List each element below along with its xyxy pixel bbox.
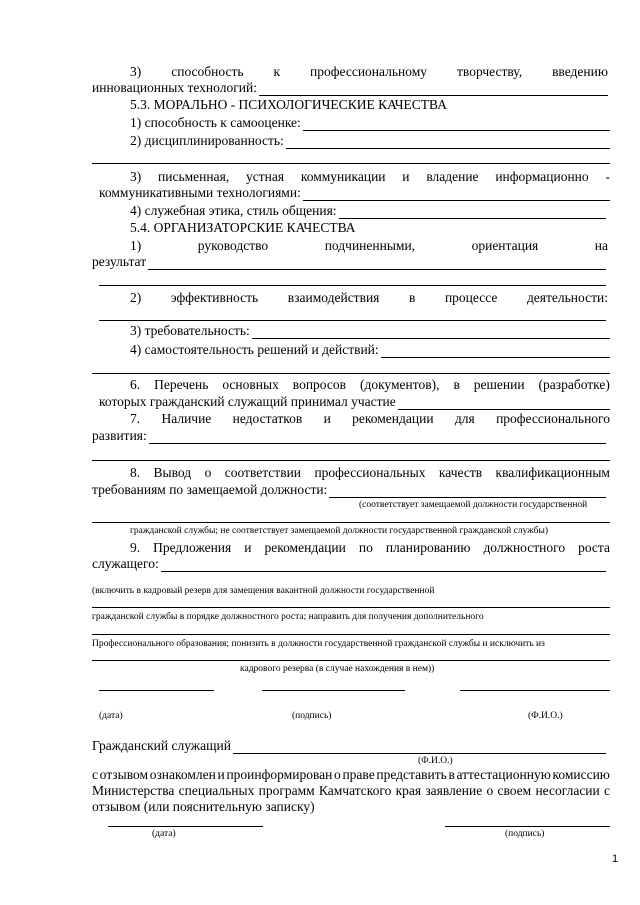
- word: рекомендации: [352, 411, 434, 426]
- word: (документов),: [359, 377, 440, 392]
- word: по: [358, 540, 373, 555]
- answer-line: [398, 397, 610, 410]
- word: проинформирован: [226, 767, 333, 782]
- blank-rule: [92, 634, 610, 635]
- word: Наличие: [161, 411, 212, 426]
- word: соответствии: [224, 465, 302, 480]
- acknowledgement-line-2: [92, 783, 610, 799]
- page-number: 1: [612, 853, 619, 865]
- answer-line: [303, 118, 610, 131]
- item-9-note-3: Профессионального образования; понизить в должности государственной гражданской службы и исключить из: [92, 639, 545, 649]
- footer-date-caption: (дата): [152, 829, 176, 839]
- blank-rule: [99, 285, 606, 286]
- q3-creativity-line: [130, 64, 608, 80]
- word: 3): [130, 169, 142, 184]
- word: комиссию: [552, 767, 610, 782]
- leadership-line: [130, 238, 608, 254]
- word: аттестационную: [456, 767, 551, 782]
- word: недостатков: [232, 411, 303, 426]
- word: Предложения: [153, 540, 232, 555]
- word: 7.: [130, 411, 141, 426]
- word: о: [334, 767, 341, 782]
- word: (разработке): [538, 377, 610, 392]
- word: 1): [130, 238, 142, 253]
- answer-line: [329, 485, 606, 498]
- word: руководство: [197, 238, 269, 253]
- q3-innovation-field: [92, 80, 608, 96]
- ethics-field: 4) служебная этика, стиль общения:: [130, 203, 606, 219]
- word: владение: [426, 169, 479, 184]
- word: к: [273, 64, 281, 79]
- answer-line: [259, 83, 608, 96]
- word: ознакомлен: [149, 767, 216, 782]
- signature-sign-caption: (подпись): [292, 711, 332, 721]
- item-9-note-1: (включить в кадровый резерв для замещения вакантной должности государственной: [92, 586, 435, 596]
- blank-rule: [92, 522, 610, 523]
- item-7-line: [130, 411, 610, 427]
- word: вопросов: [292, 377, 346, 392]
- word: эффективность: [170, 290, 259, 305]
- answer-line: [381, 345, 610, 358]
- word: 3): [130, 64, 142, 79]
- item-8-field: требованиям по замещаемой должности:: [92, 482, 606, 498]
- section-5-3-title: 5.3. МОРАЛЬНО - ПСИХОЛОГИЧЕСКИЕ КАЧЕСТВА: [130, 97, 447, 112]
- word: и: [402, 169, 410, 184]
- word: процессе: [444, 290, 498, 305]
- answer-line: [252, 326, 610, 339]
- blank-rule: [92, 163, 610, 164]
- word: введению: [552, 64, 608, 79]
- word: основных: [222, 377, 279, 392]
- word: отзывом: [99, 767, 149, 782]
- footer-sign-line: [445, 826, 610, 827]
- word: в: [453, 377, 460, 392]
- leadership-field: результат: [92, 254, 606, 270]
- independence-field: 4) самостоятельность решений и действий:: [130, 342, 610, 358]
- item-9-line: [130, 540, 610, 556]
- word: должностного: [483, 540, 566, 555]
- sign-signature-line: [262, 690, 405, 691]
- q3-innovation-label: инновационных технологий:: [92, 80, 257, 95]
- answer-line: [286, 136, 610, 149]
- self-esteem-field: 1) способность к самооценке:: [130, 115, 610, 131]
- word: и: [244, 540, 252, 555]
- discipline-field: 2) дисциплинированность:: [130, 133, 610, 149]
- communication-field: коммуникативными технологиями:: [99, 185, 610, 201]
- word: праве: [342, 767, 375, 782]
- word: творчеству,: [457, 64, 523, 79]
- word: в: [408, 290, 416, 305]
- word: своем: [497, 783, 532, 798]
- word: письменная,: [158, 169, 230, 184]
- answer-line: [339, 206, 606, 219]
- civil-servant-field: Гражданский служащий: [92, 738, 606, 754]
- word: в: [448, 767, 455, 782]
- item-7-field: развития:: [92, 428, 606, 444]
- date-signature-line: [99, 690, 214, 691]
- word: подчиненными,: [324, 238, 416, 253]
- word: Министерства: [92, 783, 175, 798]
- signature-date-caption: (дата): [99, 711, 123, 721]
- communication-line: [130, 169, 610, 185]
- item-8-note-1: (соответствует замещаемой должности государственной: [359, 500, 588, 510]
- acknowledgement-line-3: отзывом (или пояснительную записку): [92, 799, 315, 814]
- word: коммуникации: [300, 169, 386, 184]
- word: -: [605, 169, 610, 184]
- answer-line: [303, 188, 610, 201]
- word: несогласии: [535, 783, 600, 798]
- footer-date-line: [108, 826, 263, 827]
- word: для: [454, 411, 475, 426]
- blank-rule: [92, 660, 610, 661]
- word: о: [204, 465, 212, 480]
- answer-line: [149, 431, 606, 444]
- word: квалификационным: [495, 465, 610, 480]
- word: 6.: [130, 377, 141, 392]
- blank-rule: [92, 373, 610, 374]
- answer-line: [148, 257, 606, 270]
- word: Перечень: [154, 377, 209, 392]
- item-9-field: служащего:: [92, 556, 606, 572]
- word: и: [217, 767, 225, 782]
- word: о: [486, 783, 494, 798]
- word: профессионального: [496, 411, 610, 426]
- signature-fio-caption: (Ф.И.О.): [528, 711, 563, 721]
- word: устная: [245, 169, 285, 184]
- item-9-note-4: кадрового резерва (в случае нахождения в нем)): [240, 664, 435, 674]
- word: представить: [376, 767, 447, 782]
- item-8-note-2: гражданской службы; не соответствует замещаемой должности государственной гражданской службы): [130, 526, 549, 536]
- word: края: [395, 783, 422, 798]
- efficiency-line: [130, 290, 608, 306]
- word: решении: [473, 377, 525, 392]
- word: и: [323, 411, 331, 426]
- word: роста: [578, 540, 610, 555]
- item-9-note-2: гражданской службы в порядке должностного роста; направить для получения дополнительного: [92, 612, 484, 622]
- word: ориентация: [471, 238, 539, 253]
- word: способность: [171, 64, 244, 79]
- word: программ: [258, 783, 315, 798]
- blank-rule: [92, 607, 610, 608]
- word: с: [604, 783, 610, 798]
- item-6-line: [130, 377, 610, 393]
- civil-servant-fio-caption: (Ф.И.О.): [418, 756, 453, 766]
- blank-rule: [99, 320, 606, 321]
- answer-line: [161, 559, 606, 572]
- item-8-line: [130, 465, 610, 481]
- word: профессиональному: [310, 64, 428, 79]
- word: Вывод: [153, 465, 192, 480]
- section-5-4-title: 5.4. ОРГАНИЗАТОРСКИЕ КАЧЕСТВА: [130, 220, 356, 235]
- word: 2): [130, 290, 142, 305]
- blank-rule: [92, 460, 610, 461]
- word: с: [92, 767, 98, 782]
- word: 9.: [130, 540, 141, 555]
- acknowledgement-line-1: [92, 767, 610, 783]
- fio-signature-line: [460, 690, 610, 691]
- word: качеств: [438, 465, 483, 480]
- word: деятельности:: [526, 290, 608, 305]
- answer-line: [233, 741, 606, 754]
- word: профессиональных: [314, 465, 426, 480]
- word: Камчатского: [318, 783, 392, 798]
- word: рекомендации: [264, 540, 346, 555]
- word: взаимодействия: [287, 290, 380, 305]
- word: 8.: [130, 465, 141, 480]
- footer-sign-caption: (подпись): [505, 829, 545, 839]
- word: заявление: [425, 783, 483, 798]
- demanding-field: 3) требовательность:: [130, 323, 610, 339]
- word: специальных: [178, 783, 255, 798]
- item-6-field: которых гражданский служащий принимал участие: [99, 394, 610, 410]
- word: информационно: [495, 169, 589, 184]
- word: планированию: [385, 540, 471, 555]
- word: на: [594, 238, 608, 253]
